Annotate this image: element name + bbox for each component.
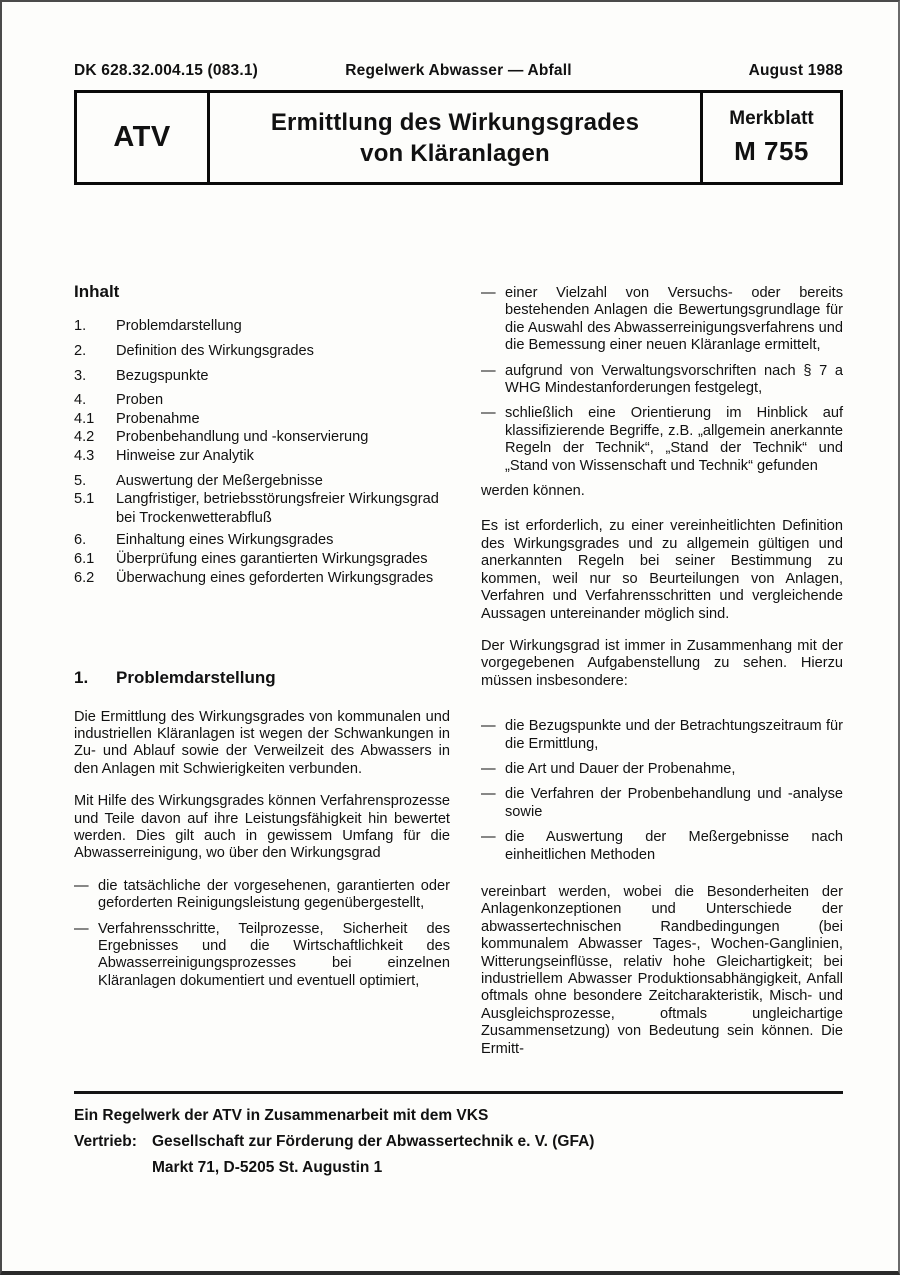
document-title (210, 93, 700, 182)
right-column (481, 283, 843, 1058)
header-meta-row (74, 62, 843, 80)
toc-entry-label: Definition des Wirkungsgrades (116, 343, 314, 359)
right-top-bullet-list (481, 285, 843, 475)
section-1-paragraph: Mit Hilfe des Wirkungsgrades können Verfahrensprozesse und Teile davon auf ihre Leistungsfähigkeit hin bewertet werden. Dies gilt auch in gewissem Umfang für die Abwasserreinigung, wo über den Wirkungsgrad (74, 793, 450, 862)
toc-entry (74, 472, 450, 491)
bullet-item: — die Bezugspunkte und der Betrachtungszeitraum für die Ermittlung, (481, 718, 843, 752)
toc-entry-number: 4. (74, 392, 87, 409)
toc-entry (74, 342, 450, 361)
toc-entry (74, 391, 450, 410)
toc-entry (74, 367, 450, 386)
body-columns (74, 283, 843, 1058)
toc-entry-number: 5.1 (74, 491, 95, 508)
bullet-item: — die Art und Dauer der Probenahme, (481, 760, 736, 777)
toc-entry-label: Problemdarstellung (116, 318, 242, 335)
toc-entry-label: Probenahme (116, 410, 200, 427)
series-title: Regelwerk Abwasser — Abfall (345, 62, 572, 79)
footer-distribution-label: Vertrieb: (74, 1133, 137, 1150)
section-1-number: 1. (74, 668, 89, 688)
footer (74, 1091, 843, 1181)
left-column (74, 283, 450, 1058)
bullet-item: — aufgrund von Verwaltungsvorschriften nach § 7 a WHG Mindestanforderungen festgelegt, (481, 362, 843, 397)
footer-address-spacer (74, 1155, 152, 1181)
toc-entry-number: 4.2 (74, 429, 95, 446)
toc-entry (74, 569, 450, 588)
bullet-dash: — (481, 760, 496, 777)
toc-entry-label: Probenbehandlung und -konservierung (116, 429, 369, 446)
toc-entry-number: 6.2 (74, 569, 95, 586)
footer-regelwerk-line: Ein Regelwerk der ATV in Zusammenarbeit mit dem VKS (74, 1107, 489, 1124)
right-mid-bullet-list (481, 718, 843, 864)
right-paragraph: vereinbart werden, wobei die Besonderheiten der Anlagenkonzeptionen und Unterschiede der abwassertechnischen Randbedingungen (bei kommunalem Abwasser Tages-, Wochen-Ganglinien, Witterungseinflüsse, relativ hohe Gleichartigkeit; bei industriellem Abwasser Produktionsabhängigkeit, Anfall oftmals ohne besondere Zeitcharakteristik, Misch- und Ausgleichsprozesse, oftmals ungleichartige Zusammensetzung) von Bedeutung sein können. Die Ermitt- (481, 883, 843, 1057)
toc-entry-label: Bezugspunkte (116, 367, 209, 384)
bullet-item: — einer Vielzahl von Versuchs- oder bereits bestehenden Anlagen die Bewertungsgrundlage für die Auswahl des Abwasserreinigungsverfahrens und die Bemessung einer neuen Kläranlage ermittelt, (481, 285, 843, 354)
section-1-paragraph: Die Ermittlung des Wirkungsgrades von kommunalen und industriellen Kläranlagen ist wegen der Schwankungen in Zu- und Ablauf sowie der Verweilzeit des Abwassers in den Anlagen mit Schwierigkeiten verbunden. (74, 708, 450, 777)
toc-entry-number: 3. (74, 367, 87, 384)
toc-entry-number: 6.1 (74, 550, 95, 567)
toc-heading: Inhalt (74, 282, 120, 301)
toc-entry-number: 6. (74, 532, 87, 549)
toc-entry (74, 428, 450, 447)
toc-entry (74, 490, 450, 527)
toc-entry-number: 5. (74, 472, 87, 489)
bullet-item: — schließlich eine Orientierung im Hinblick auf klassifizierende Begriffe, z.B. „allgemein anerkannte Regeln der Technik“, „Stand der Technik“ und „Stand von Wissenschaft und Technik“ gefunden (481, 405, 843, 474)
bullet-item: — Verfahrensschritte, Teilprozesse, Sicherheit des Ergebnisses und die Wirtschaftlichkeit des Abwasserreinigungsprozesses bei einzelnen Kläranlagen dokumentiert und eventuell optimiert, (74, 920, 450, 989)
section-1-bullet-list (74, 878, 450, 990)
document-title-line2: von Kläranlagen (360, 139, 550, 167)
document-title-line1: Ermittlung des Wirkungsgrades (270, 108, 640, 136)
closing-line: werden können. (481, 483, 585, 500)
bullet-dash: — (481, 786, 496, 803)
toc-entry-label: Langfristiger, betriebsstörungsfreier Wirkungsgrad bei Trockenwetterabfluß (116, 491, 439, 526)
bullet-dash: — (481, 285, 496, 301)
bullet-dash: — (481, 829, 496, 846)
toc-entry-label: Einhaltung eines Wirkungsgrades (116, 532, 334, 549)
toc-entry-label: Überwachung eines geforderten Wirkungsgrades (116, 569, 434, 586)
toc-entry-label: Überprüfung eines garantierten Wirkungsgrades (116, 550, 428, 567)
dk-classification-code: DK 628.32.004.15 (083.1) (74, 62, 259, 79)
toc-entry-number: 2. (74, 343, 87, 359)
right-paragraph: Es ist erforderlich, zu einer vereinheitlichten Definition des Wirkungsgrades und zu allgemein gültigen und anerkannten Regeln bei seiner Bestimmung zu kommen, weil nur so Beurteilungen von Anlagen, Verfahren und Verfahrensschritten und vergleichende Aussagen untereinander möglich sind. (481, 518, 843, 622)
section-1-title: Problemdarstellung (116, 668, 276, 688)
bullet-item: — die Verfahren der Probenbehandlung und -analyse sowie (481, 786, 843, 820)
document-type: Merkblatt (729, 108, 814, 129)
toc-entry (74, 550, 450, 569)
bullet-dash: — (481, 362, 496, 379)
footer-distribution-value: Gesellschaft zur Förderung der Abwassertechnik e. V. (GFA) (152, 1133, 595, 1150)
section-1-heading (74, 669, 450, 686)
footer-distribution (74, 1129, 843, 1181)
organization-abbreviation: ATV (77, 93, 210, 182)
toc-entry (74, 317, 450, 336)
bullet-dash: — (481, 718, 496, 735)
title-box (74, 90, 843, 185)
bullet-item: — die Auswertung der Meßergebnisse nach einheitlichen Methoden (481, 829, 843, 863)
toc-entry (74, 531, 450, 550)
bullet-dash: — (481, 405, 496, 422)
footer-address: Markt 71, D-5205 St. Augustin 1 (152, 1159, 383, 1176)
toc-entry (74, 410, 450, 429)
bullet-dash: — (74, 920, 89, 937)
document-number: M 755 (734, 136, 809, 166)
toc-entry-number: 1. (74, 318, 87, 335)
document-id-cell (700, 93, 840, 182)
toc-entry-label: Hinweise zur Analytik (116, 447, 254, 464)
toc-entry-label: Auswertung der Meßergebnisse (116, 472, 323, 489)
toc-entry-label: Proben (116, 392, 164, 409)
publication-date: August 1988 (748, 62, 843, 79)
right-paragraph: Der Wirkungsgrad ist immer in Zusammenhang mit der vorgegebenen Aufgabenstellung zu sehen. Hierzu müssen insbesondere: (481, 637, 843, 689)
toc-entry-number: 4.1 (74, 410, 95, 427)
toc-entry (74, 447, 450, 466)
toc-entry-number: 4.3 (74, 447, 95, 464)
bullet-dash: — (74, 877, 89, 894)
bullet-item: — die tatsächliche der vorgesehenen, garantierten oder geforderten Reinigungsleistung gegenübergestellt, (74, 877, 450, 912)
